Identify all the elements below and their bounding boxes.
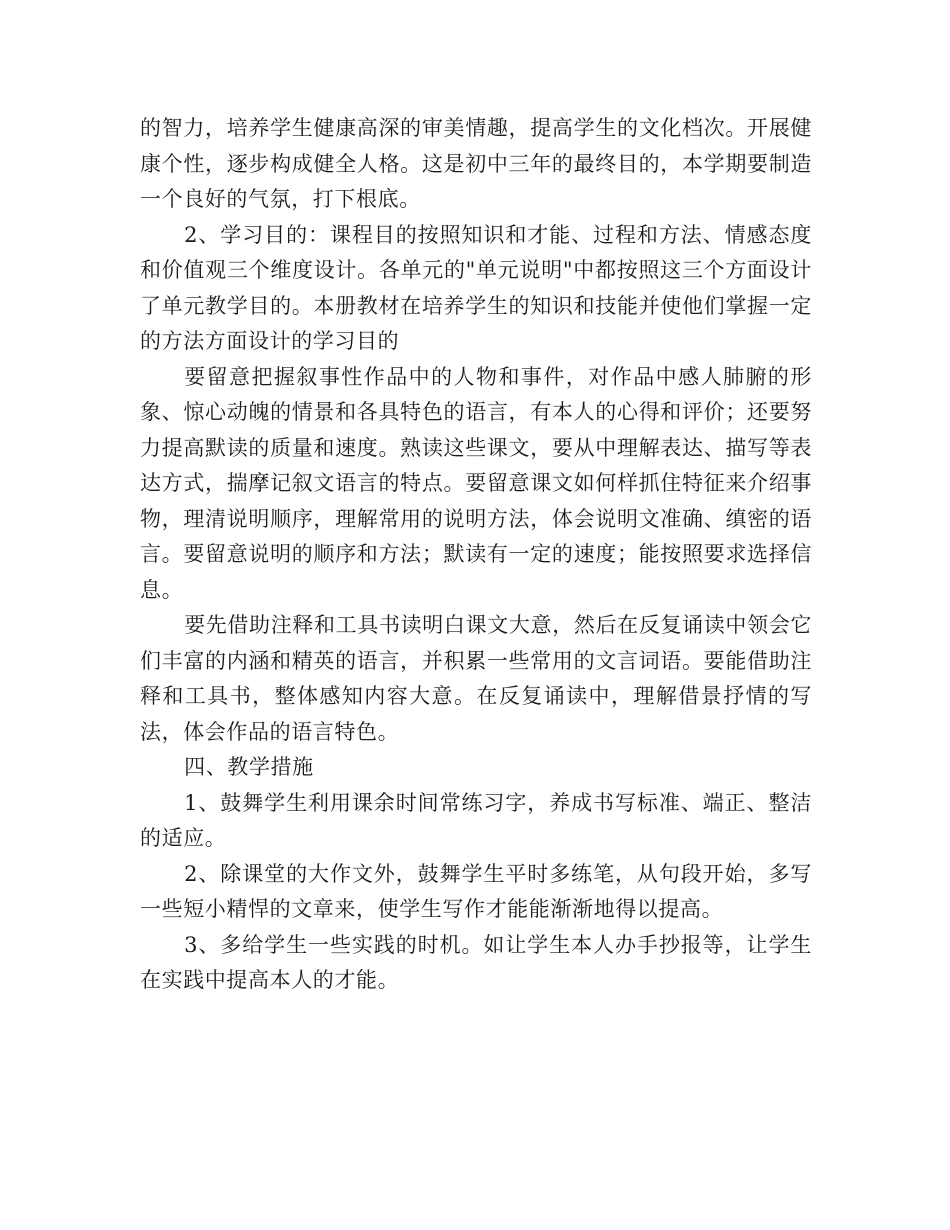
paragraph-2: 2、学习目的：课程目的按照知识和才能、过程和方法、情感态度和价值观三个维度设计。各单元的"单元说明"中都按照这三个方面设计了单元教学目的。本册教材在培养学生的知识和技能并使他们掌握一定的方法方面设计的学习目的 <box>140 222 812 353</box>
paragraph-measure-1: 1、鼓舞学生利用课余时间常练习字，养成书写标准、端正、整洁的适应。 <box>140 790 812 850</box>
paragraph-measure-3: 3、多给学生一些实践的时机。如让学生本人办手抄报等，让学生在实践中提高本人的才能。 <box>140 932 812 992</box>
paragraph-1: 的智力，培养学生健康高深的审美情趣，提高学生的文化档次。开展健康个性，逐步构成健全人格。这是初中三年的最终目的，本学期要制造一个良好的气氛，打下根底。 <box>140 116 812 211</box>
paragraph-3: 要留意把握叙事性作品中的人物和事件，对作品中感人肺腑的形象、惊心动魄的情景和各具特色的语言，有本人的心得和评价；还要努力提高默读的质量和速度。熟读这些课文，要从中理解表达、描写等表达方式，揣摩记叙文语言的特点。要留意课文如何样抓住特征来介绍事物，理清说明顺序，理解常用的说明方法，体会说明文准确、缜密的语言。要留意说明的顺序和方法；默读有一定的速度；能按照要求选择信息。 <box>140 364 812 602</box>
section-heading-teaching-measures: 四、教学措施 <box>184 755 314 779</box>
paragraph-measure-2: 2、除课堂的大作文外，鼓舞学生平时多练笔，从句段开始，多写一些短小精悍的文章来，使学生写作才能能渐渐地得以提高。 <box>140 861 812 921</box>
document-body <box>140 111 812 999</box>
paragraph-4: 要先借助注释和工具书读明白课文大意，然后在反复诵读中领会它们丰富的内涵和精英的语言，并积累一些常用的文言词语。要能借助注释和工具书，整体感知内容大意。在反复诵读中，理解借景抒情的写法，体会作品的语言特色。 <box>140 613 812 744</box>
